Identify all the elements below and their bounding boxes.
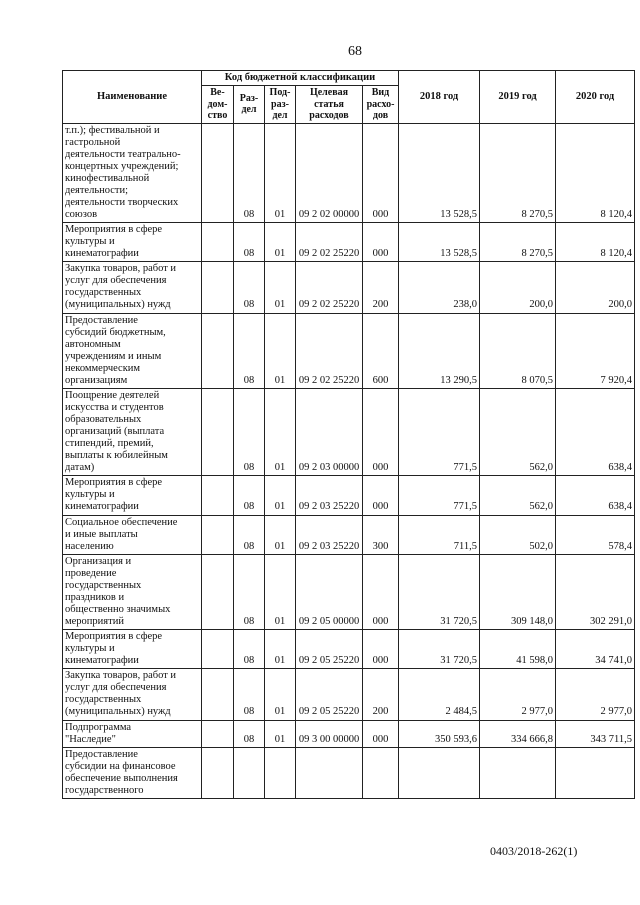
row-section: 08: [234, 262, 265, 313]
header-code-group: Код бюджетной классификации: [202, 71, 399, 86]
table-row: [63, 747, 635, 798]
row-subsection: 01: [265, 630, 296, 669]
row-name: Поощрение деятелей искусства и студентов образовательных организаций (выплата стипендий, премий, выплаты к юбилейным датам): [63, 388, 202, 475]
row-dept: [202, 262, 234, 313]
row-exp-type: 300: [363, 515, 399, 554]
row-section: 08: [234, 630, 265, 669]
row-dept: [202, 515, 234, 554]
row-exp-type: [363, 747, 399, 798]
row-dept: [202, 630, 234, 669]
row-value-2018: 31 720,5: [399, 554, 480, 629]
row-value-2020: 8 120,4: [556, 223, 635, 262]
row-name: Закупка товаров, работ и услуг для обеспечения государственных (муниципальных) нужд: [63, 669, 202, 720]
row-dept: [202, 554, 234, 629]
row-value-2020: 638,4: [556, 388, 635, 475]
row-value-2019: 200,0: [480, 262, 556, 313]
header-exp-type: Вид расхо- дов: [363, 86, 399, 124]
row-value-2019: 8 270,5: [480, 223, 556, 262]
table-row: [63, 476, 635, 515]
row-section: 08: [234, 515, 265, 554]
table-header: [63, 71, 635, 124]
row-value-2018: 13 528,5: [399, 123, 480, 223]
row-section: 08: [234, 123, 265, 223]
row-section: [234, 747, 265, 798]
row-value-2018: 350 593,6: [399, 720, 480, 747]
header-name: Наименование: [63, 71, 202, 124]
row-value-2020: 638,4: [556, 476, 635, 515]
table-row: [63, 123, 635, 223]
row-value-2018: 13 528,5: [399, 223, 480, 262]
row-value-2018: 771,5: [399, 388, 480, 475]
row-value-2019: 8 070,5: [480, 313, 556, 388]
row-value-2019: 562,0: [480, 388, 556, 475]
row-value-2018: 238,0: [399, 262, 480, 313]
row-value-2018: 711,5: [399, 515, 480, 554]
row-value-2020: 302 291,0: [556, 554, 635, 629]
row-dept: [202, 476, 234, 515]
row-value-2020: 578,4: [556, 515, 635, 554]
row-subsection: [265, 747, 296, 798]
table-row: [63, 313, 635, 388]
header-dept: Ве- дом- ство: [202, 86, 234, 124]
row-value-2019: 334 666,8: [480, 720, 556, 747]
header-subsection: Под- раз- дел: [265, 86, 296, 124]
row-name: т.п.); фестивальной и гастрольной деятельности театрально- концертных учреждений; кинофестивальной деятельности; деятельности творческих союзов: [63, 123, 202, 223]
row-name: Закупка товаров, работ и услуг для обеспечения государственных (муниципальных) нужд: [63, 262, 202, 313]
row-target: 09 2 03 00000: [296, 388, 363, 475]
row-value-2018: 13 290,5: [399, 313, 480, 388]
document-code: 0403/2018-262(1): [490, 844, 578, 858]
row-value-2019: 562,0: [480, 476, 556, 515]
header-section: Раз- дел: [234, 86, 265, 124]
row-value-2019: 2 977,0: [480, 669, 556, 720]
row-value-2020: 343 711,5: [556, 720, 635, 747]
row-target: 09 2 02 00000: [296, 123, 363, 223]
row-value-2020: 8 120,4: [556, 123, 635, 223]
row-dept: [202, 388, 234, 475]
row-subsection: 01: [265, 476, 296, 515]
row-exp-type: 000: [363, 476, 399, 515]
row-section: 08: [234, 669, 265, 720]
row-exp-type: 000: [363, 720, 399, 747]
row-name: Социальное обеспечение и иные выплаты населению: [63, 515, 202, 554]
row-exp-type: 600: [363, 313, 399, 388]
row-name: Предоставление субсидии на финансовое обеспечение выполнения государственного: [63, 747, 202, 798]
row-exp-type: 000: [363, 554, 399, 629]
row-target: [296, 747, 363, 798]
table-row: [63, 262, 635, 313]
header-target: Целевая статья расходов: [296, 86, 363, 124]
row-section: 08: [234, 388, 265, 475]
row-target: 09 2 02 25220: [296, 223, 363, 262]
row-value-2019: 309 148,0: [480, 554, 556, 629]
row-subsection: 01: [265, 313, 296, 388]
table-row: [63, 720, 635, 747]
row-subsection: 01: [265, 223, 296, 262]
row-value-2018: 771,5: [399, 476, 480, 515]
row-value-2020: 7 920,4: [556, 313, 635, 388]
table-row: [63, 554, 635, 629]
row-dept: [202, 313, 234, 388]
table-row: [63, 630, 635, 669]
row-subsection: 01: [265, 388, 296, 475]
row-dept: [202, 669, 234, 720]
row-name: Мероприятия в сфере культуры и кинематографии: [63, 223, 202, 262]
table-row: [63, 223, 635, 262]
table-row: [63, 515, 635, 554]
row-target: 09 2 03 25220: [296, 515, 363, 554]
row-value-2020: 34 741,0: [556, 630, 635, 669]
row-value-2019: [480, 747, 556, 798]
row-exp-type: 000: [363, 388, 399, 475]
row-subsection: 01: [265, 554, 296, 629]
row-name: Мероприятия в сфере культуры и кинематографии: [63, 630, 202, 669]
row-target: 09 2 05 00000: [296, 554, 363, 629]
table-body: [63, 123, 635, 798]
row-section: 08: [234, 554, 265, 629]
row-value-2020: 2 977,0: [556, 669, 635, 720]
row-section: 08: [234, 313, 265, 388]
header-2019: 2019 год: [480, 71, 556, 124]
row-section: 08: [234, 476, 265, 515]
row-value-2020: 200,0: [556, 262, 635, 313]
row-subsection: 01: [265, 720, 296, 747]
row-subsection: 01: [265, 123, 296, 223]
row-target: 09 2 02 25220: [296, 313, 363, 388]
row-value-2018: [399, 747, 480, 798]
row-value-2019: 41 598,0: [480, 630, 556, 669]
page-number: 68: [348, 44, 362, 59]
row-value-2019: 502,0: [480, 515, 556, 554]
row-exp-type: 000: [363, 223, 399, 262]
row-exp-type: 200: [363, 669, 399, 720]
table-row: [63, 669, 635, 720]
row-subsection: 01: [265, 669, 296, 720]
row-value-2018: 31 720,5: [399, 630, 480, 669]
row-target: 09 2 05 25220: [296, 630, 363, 669]
row-exp-type: 200: [363, 262, 399, 313]
row-section: 08: [234, 720, 265, 747]
header-2018: 2018 год: [399, 71, 480, 124]
header-2020: 2020 год: [556, 71, 635, 124]
table-row: [63, 388, 635, 475]
row-target: 09 3 00 00000: [296, 720, 363, 747]
row-subsection: 01: [265, 262, 296, 313]
row-value-2020: [556, 747, 635, 798]
row-subsection: 01: [265, 515, 296, 554]
row-target: 09 2 02 25220: [296, 262, 363, 313]
row-dept: [202, 720, 234, 747]
row-name: Подпрограмма "Наследие": [63, 720, 202, 747]
row-dept: [202, 123, 234, 223]
row-dept: [202, 223, 234, 262]
row-name: Предоставление субсидий бюджетным, автономным учреждениям и иным некоммерческим организациям: [63, 313, 202, 388]
row-section: 08: [234, 223, 265, 262]
row-exp-type: 000: [363, 123, 399, 223]
row-name: Мероприятия в сфере культуры и кинематографии: [63, 476, 202, 515]
row-exp-type: 000: [363, 630, 399, 669]
row-dept: [202, 747, 234, 798]
row-target: 09 2 05 25220: [296, 669, 363, 720]
row-target: 09 2 03 25220: [296, 476, 363, 515]
budget-table: [62, 70, 635, 799]
row-value-2018: 2 484,5: [399, 669, 480, 720]
row-value-2019: 8 270,5: [480, 123, 556, 223]
row-name: Организация и проведение государственных праздников и общественно значимых мероприятий: [63, 554, 202, 629]
